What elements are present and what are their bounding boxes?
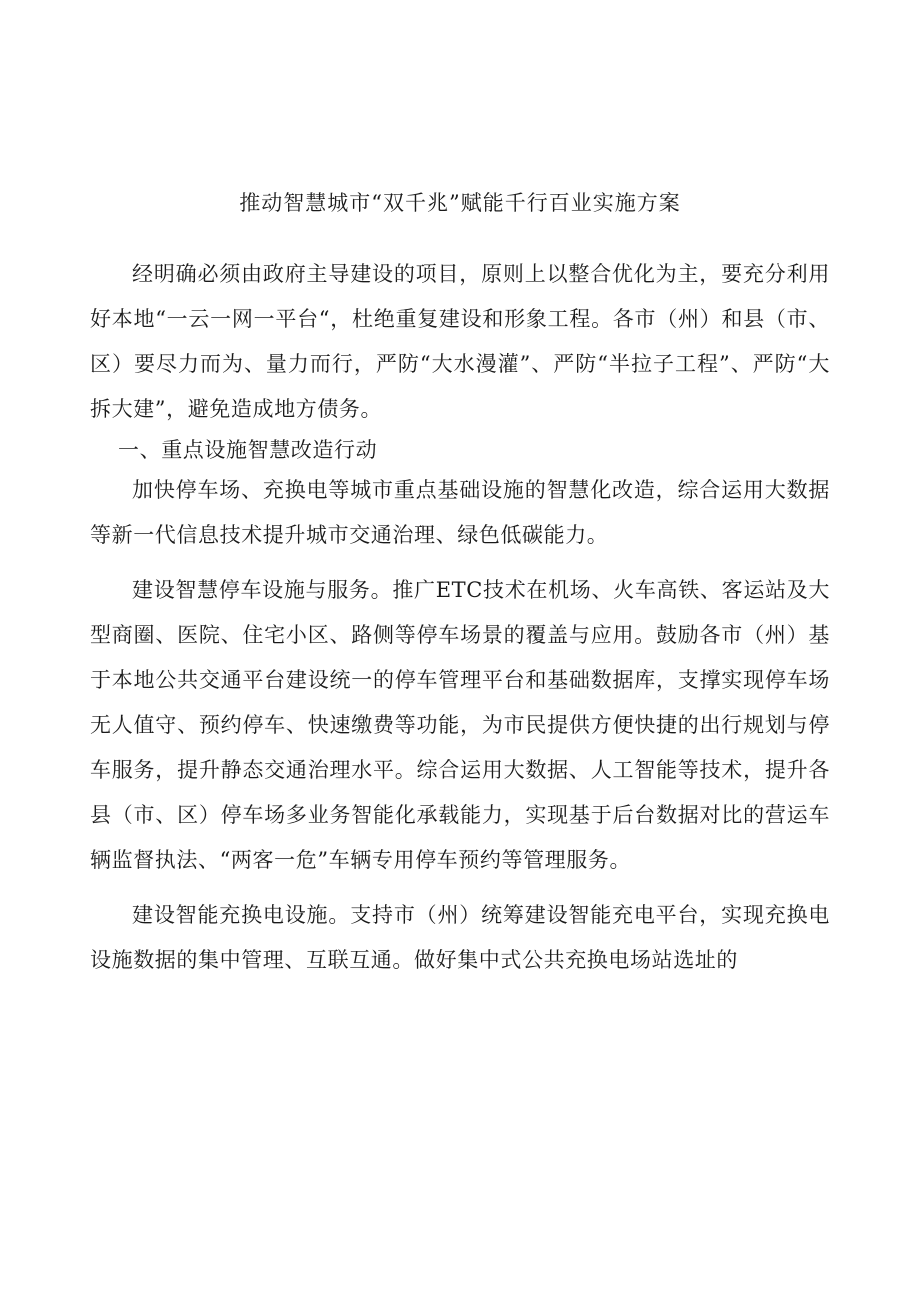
document-body (90, 252, 830, 983)
paragraph-charging: 建设智能充换电设施。支持市（州）统筹建设智能充电平台，实现充换电设施数据的集中管理、互联互通。做好集中式公共充换电场站选址的 (90, 903, 830, 972)
section-heading: 一、重点设施智慧改造行动 (118, 438, 378, 462)
document-title: 推动智慧城市“双千兆”赋能千行百业实施方案 (239, 191, 681, 215)
intro-paragraph: 经明确必须由政府主导建设的项目，原则上以整合优化为主，要充分利用好本地“一云一网一平台“，杜绝重复建设和形象工程。各市（州）和县（市、区）要尽力而为、量力而行，严防“大水漫灌”、严防“半拉子工程”、严防“大拆大建”，避免造成地方债务。 (90, 262, 830, 421)
paragraph-infrastructure: 加快停车场、充换电等城市重点基础设施的智慧化改造，综合运用大数据等新一代信息技术提升城市交通治理、绿色低碳能力。 (90, 478, 830, 547)
paragraph-smart-parking: 建设智慧停车设施与服务。推广ETC技术在机场、火车高铁、客运站及大型商圈、医院、住宅小区、路侧等停车场景的覆盖与应用。鼓励各市（州）基于本地公共交通平台建设统一的停车管理平台和基础数据库，支撑实现停车场无人值守、预约停车、快速缴费等功能，为市民提供方便快捷的出行规划与停车服务，提升静态交通治理水平。综合运用大数据、人工智能等技术，提升各县（市、区）停车场多业务智能化承载能力，实现基于后台数据对比的营运车辆监督执法、“两客一危”车辆专用停车预约等管理服务。 (90, 578, 830, 872)
